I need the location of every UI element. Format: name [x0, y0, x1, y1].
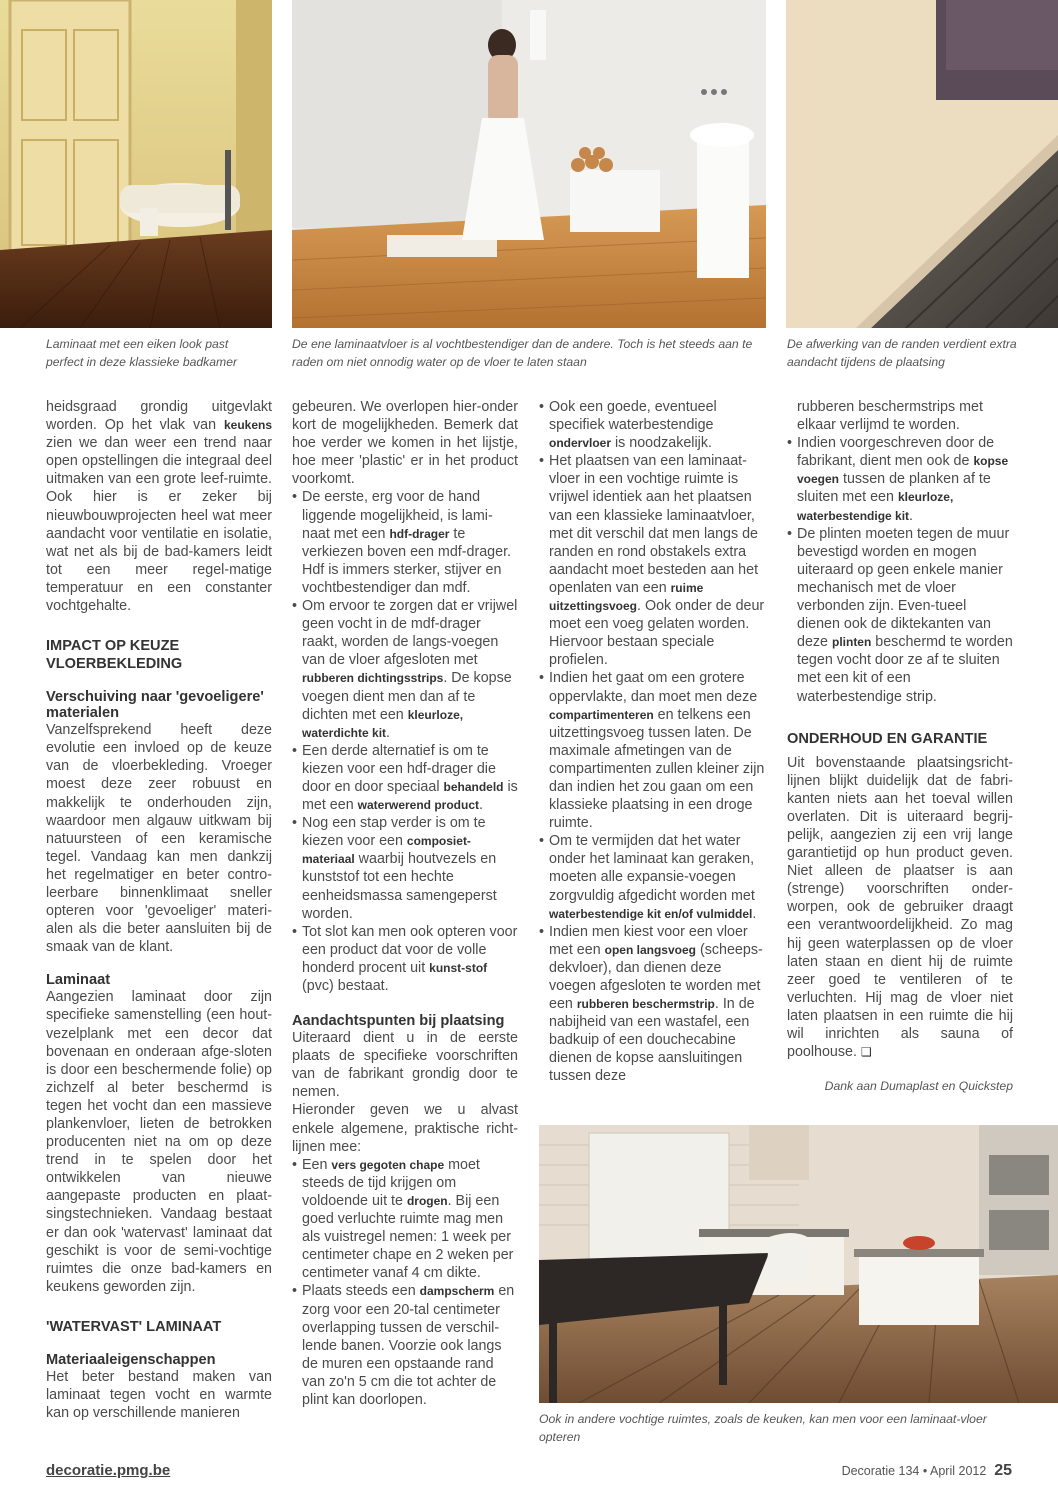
photo-modern-bathroom — [292, 0, 766, 328]
caption-right-photo: De afwerking van de randen verdient extra aandacht tijdens de plaatsing — [787, 337, 1017, 369]
page-number: 25 — [994, 1462, 1012, 1479]
list-item: • Ook een goede, eventueel specifiek waterbestendige ondervloer is noodzakelijk. — [539, 398, 767, 452]
paragraph-verschuiving: Vanzelfsprekend heeft deze evolutie een invloed op de keuze van de vloerbekleding. Vroeger moest deze zeer robuust en makkelijk te onderhouden zijn, waardoor men algauw uitkwam bij natuursteen of een keramische tegel. Vandaag kan men dankzij het regelmatiger en beter contro-leerbare binnenklimaat sneller opteren voor 'gevoeliger' materi-alen als die beter aansluiten bij de smaak van de klant. — [46, 722, 272, 956]
photo-edge-finish — [786, 0, 1058, 328]
heading-watervast: 'WATERVAST' LAMINAAT — [46, 1318, 222, 1335]
heading-materiaaleigenschappen: Materiaaleigenschappen — [46, 1351, 216, 1368]
list-guidelines — [292, 1156, 518, 1409]
list-item: • Indien men kiest voor een vloer met een open langsvoeg (scheeps-dekvloer), dan dienen deze voegen afgesloten te worden met een rubberen beschermstrip. In de nabijheid van een wastafel, een badkuip of een douchecabine dienen de kopse aansluitingen tussen deze — [539, 923, 767, 1086]
heading-aandachtspunten: Aandachtspunten bij plaatsing — [292, 1013, 505, 1030]
paragraph-onderhoud: Uit bovenstaande plaatsingsricht-lijnen blijkt duidelijk dat de fabri-kanten niets aan het toeval willen overlaten. Dit is uiteraard begrij-pelijk, aangezien zij een vrij lange garantietijd op hun product geven. Niet alleen de plaatser is aan (strenge) voorschriften onder-worpen, ook de gebruiker draagt een verantwoordelijkheid. Zo mag hij geen waterplassen op de vloer laten staan en dient hij de ruimte zeer goed te ventileren of te verluchten. Hij mag de vloer niet laten plaatsen in een ruimte die hij wil inrichten als sauna of poolhouse. ❑ — [787, 754, 1013, 1061]
heading-onderhoud: ONDERHOUD EN GARANTIE — [787, 730, 988, 747]
list-item: • Om te vermijden dat het water onder het laminaat kan geraken, moeten alle expansie-voegen zorgvuldig afgedicht worden met waterbestendige kit en/of vulmiddel. — [539, 832, 767, 922]
photo-classic-bathroom — [0, 0, 272, 328]
column-2 — [292, 398, 518, 1409]
heading-laminaat: Laminaat — [46, 972, 111, 989]
heading-verschuiving: Verschuiving naar 'gevoeligere' materialen — [46, 689, 264, 722]
list-item: • Indien het gaat om een grotere oppervlakte, dan moet men deze compartimenteren en telkens een uitzettingsvoeg tussen laten. De maximale afmetingen van de compartimenten zullen kleiner zijn dan indien het zou gaan om een klassieke plaatsing in een droge ruimte. — [539, 669, 767, 832]
caption-kitchen-photo: Ook in andere vochtige ruimtes, zoals de keuken, kan men voor een laminaat-vloer opteren — [539, 1412, 987, 1444]
list-item: • Een vers gegoten chape moet steeds de tijd krijgen om voldoende uit te drogen. Bij een goed verluchte ruimte mag men als vuistregel nemen: 1 week per centimeter chape en 2 weken per centimeter vanaf 4 cm dikte. — [292, 1156, 518, 1283]
list-finishing — [787, 434, 1013, 705]
footer-issue — [842, 1462, 1012, 1480]
list-item: • Nog een stap verder is om te kiezen voor een composiet-materiaal waarbij houtvezels en kunststof tot een hechte eenheidsmassa samengeperst worden. — [292, 814, 518, 923]
footer-website[interactable]: decoratie.pmg.be — [46, 1462, 171, 1479]
paragraph-voorschriften: Uiteraard dient u in de eerste plaats de specifieke voorschriften van de fabrikant grondig door te nemen. — [292, 1030, 518, 1101]
paragraph-richtlijnen: Hieronder geven we u alvast enkele algemene, praktische richt-lijnen mee: — [292, 1102, 518, 1155]
column-3 — [539, 398, 767, 1086]
column-4 — [787, 398, 1013, 1095]
paragraph-mogelijkheden: gebeuren. We overlopen hier-onder kort de mogelijkheden. Bemerk dat hoe verder we komen in het lijstje, hoe meer 'plastic' er in het product voorkomt. — [292, 399, 518, 488]
paragraph-intro: heidsgraad grondig uitgevlakt worden. Op het vlak van keukens zien we dan weer een trend naar open opstellingen die integraal deel uitmaken van een grote leef-ruimte. Ook hier is er zeker bij nieuwbouwprojecten heel wat meer aandacht voor ventilatie en isolatie, wat net als bij de bad-kamers leidt tot een meer regel-matige temperatuur en een constanter vochtgehalte. — [46, 399, 272, 615]
photo-kitchen — [539, 1125, 1058, 1403]
paragraph-continuation: rubberen beschermstrips met elkaar verlijmd te worden. — [797, 399, 983, 434]
list-item: • Tot slot kan men ook opteren voor een product dat voor de volle honderd procent uit kunst-stof (pvc) bestaat. — [292, 923, 518, 995]
list-item: • Om ervoor te zorgen dat er vrijwel geen vocht in de mdf-drager raakt, worden de langs-voegen van de vloer afgesloten met rubberen dichtingsstrips. De kopse voegen dient men dan af te dichten met een kleurloze, waterdichte kit. — [292, 597, 518, 742]
heading-impact: IMPACT OP KEUZE VLOERBEKLEDING — [46, 638, 183, 673]
issue-label: Decoratie 134 • April 2012 — [841, 1464, 987, 1478]
paragraph-laminaat: Aangezien laminaat door zijn specifieke samenstelling (een hout-vezelplank met een decor dat bovenaan en onderaan afge-sloten is door een beschermende folie) op zichzelf al beter beschermd is tegen het vocht dan een massieve plankenvloer, lieten de betrokken producenten niet na om op deze trend in te spelen door het ontwikkelen van nieuwe aangepaste producten en plaat-singstechnieken. Vandaag bestaat er dan ook 'watervast' laminaat dat geschikt is voor de semi-vochtige ruimtes die onze bad-kamers en keukens geworden zijn. — [46, 989, 272, 1295]
caption-left-photo: Laminaat met een eiken look past perfect in deze klassieke badkamer — [46, 337, 238, 369]
list-options — [292, 488, 518, 995]
credit-line: Dank aan Dumaplast en Quickstep — [824, 1079, 1013, 1094]
list-item: • De eerste, erg voor de hand liggende mogelijkheid, is lami-naat met een hdf-drager te verkiezen boven een mdf-drager. Hdf is immers sterker, stijver en vochtbestendiger dan mdf. — [292, 488, 518, 597]
list-item: • Een derde alternatief is om te kiezen voor een hdf-drager die door en door speciaal behandeld is met een waterwerend product. — [292, 742, 518, 814]
caption-center-photo: De ene laminaatvloer is al vochtbestendiger dan de andere. Toch is het steeds aan te raden om niet onnodig water op de vloer te laten staan — [292, 337, 753, 369]
list-item: • Indien voorgeschreven door de fabrikant, dient men ook de kopse voegen tussen de planken af te sluiten met een kleurloze, waterbestendige kit. — [787, 434, 1013, 524]
end-mark-icon: ❑ — [860, 1045, 872, 1060]
paragraph-materiaal: Het beter bestand maken van laminaat tegen vocht en warmte kan op verschillende manieren — [46, 1368, 272, 1422]
column-1 — [46, 398, 272, 1422]
list-item: • Het plaatsen van een laminaat-vloer in een vochtige ruimte is vrijwel identiek aan het plaatsen van een klassieke laminaatvloer, met dit verschil dat men langs de randen en rond obstakels extra aandacht moet besteden aan het openlaten van een ruime uitzettingsvoeg. Ook onder de deur moet een voeg gelaten worden. Hiervoor bestaan speciale profielen. — [539, 452, 767, 669]
list-item: • Plaats steeds een dampscherm en zorg voor een 20-tal centimeter overlapping tussen de verschil-lende banen. Voorzie ook langs de muren een opstaande rand van zo'n 5 cm die tot achter de plint kan doorlopen. — [292, 1282, 518, 1409]
list-item: • De plinten moeten tegen de muur bevestigd worden en mogen uiteraard op geen enkele manier mechanisch met de vloer verbonden zijn. Even-tueel dienen ook de diktekanten van deze plinten beschermd te worden tegen vocht door ze af te sluiten met een kit of een waterbestendige strip. — [787, 525, 1013, 706]
list-placement — [539, 398, 767, 1086]
